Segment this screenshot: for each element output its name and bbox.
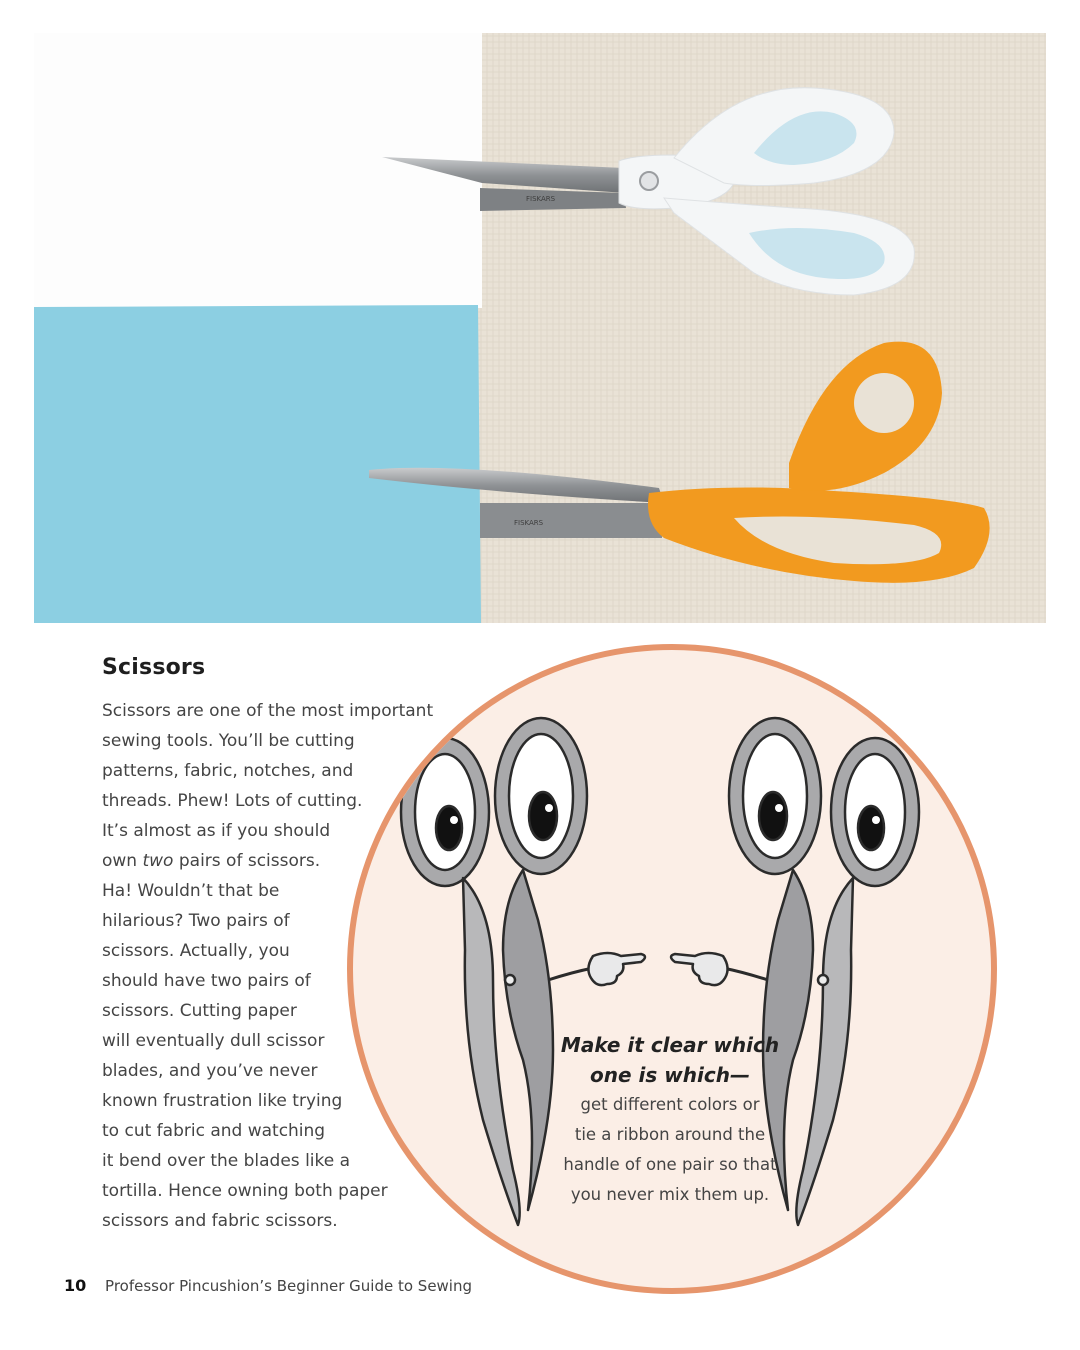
body-line: tortilla. Hence owning both paper xyxy=(102,1181,388,1201)
book-title: Professor Pincushion’s Beginner Guide to Sewing xyxy=(105,1277,473,1295)
tip-title-line2: one is which— xyxy=(590,1063,750,1087)
body-line: scissors and fabric scissors. xyxy=(102,1211,338,1231)
scissors-photo-illustration xyxy=(34,33,1046,623)
body-line: to cut fabric and watching xyxy=(102,1121,326,1141)
body-line: sewing tools. You’ll be cutting xyxy=(102,731,355,751)
body-line: it bend over the blades like a xyxy=(102,1151,351,1171)
body-line: patterns, fabric, notches, and xyxy=(102,761,354,781)
tip-text xyxy=(540,1030,800,1210)
body-line: known frustration like trying xyxy=(102,1091,343,1111)
body-line: own two pairs of scissors. xyxy=(102,851,321,871)
tip-body-line: get different colors or xyxy=(580,1095,760,1114)
page-footer xyxy=(64,1276,472,1295)
svg-text:FISKARS: FISKARS xyxy=(526,195,556,203)
body-line: scissors. Cutting paper xyxy=(102,1001,297,1021)
body-line: should have two pairs of xyxy=(102,971,311,991)
body-line: Scissors are one of the most important xyxy=(102,701,434,721)
body-line: threads. Phew! Lots of cutting. xyxy=(102,791,363,811)
tip-body-line: handle of one pair so that xyxy=(563,1155,777,1174)
body-line: It’s almost as if you should xyxy=(102,821,331,841)
scissors-photo xyxy=(34,33,1046,623)
section-heading: Scissors xyxy=(102,655,206,680)
body-line: scissors. Actually, you xyxy=(102,941,290,961)
body-line: will eventually dull scissor xyxy=(102,1031,325,1051)
svg-text:FISKARS: FISKARS xyxy=(514,519,544,527)
tip-body-line: you never mix them up. xyxy=(570,1185,770,1204)
page-number: 10 xyxy=(64,1276,87,1295)
tip-body-line: tie a ribbon around the xyxy=(574,1125,766,1144)
tip-title-line1: Make it clear which xyxy=(560,1033,780,1057)
body-line: hilarious? Two pairs of xyxy=(102,911,290,931)
body-line: Ha! Wouldn’t that be xyxy=(102,881,280,901)
body-line: blades, and you’ve never xyxy=(102,1061,318,1081)
white-paper xyxy=(34,33,482,308)
blue-fabric xyxy=(34,305,481,623)
